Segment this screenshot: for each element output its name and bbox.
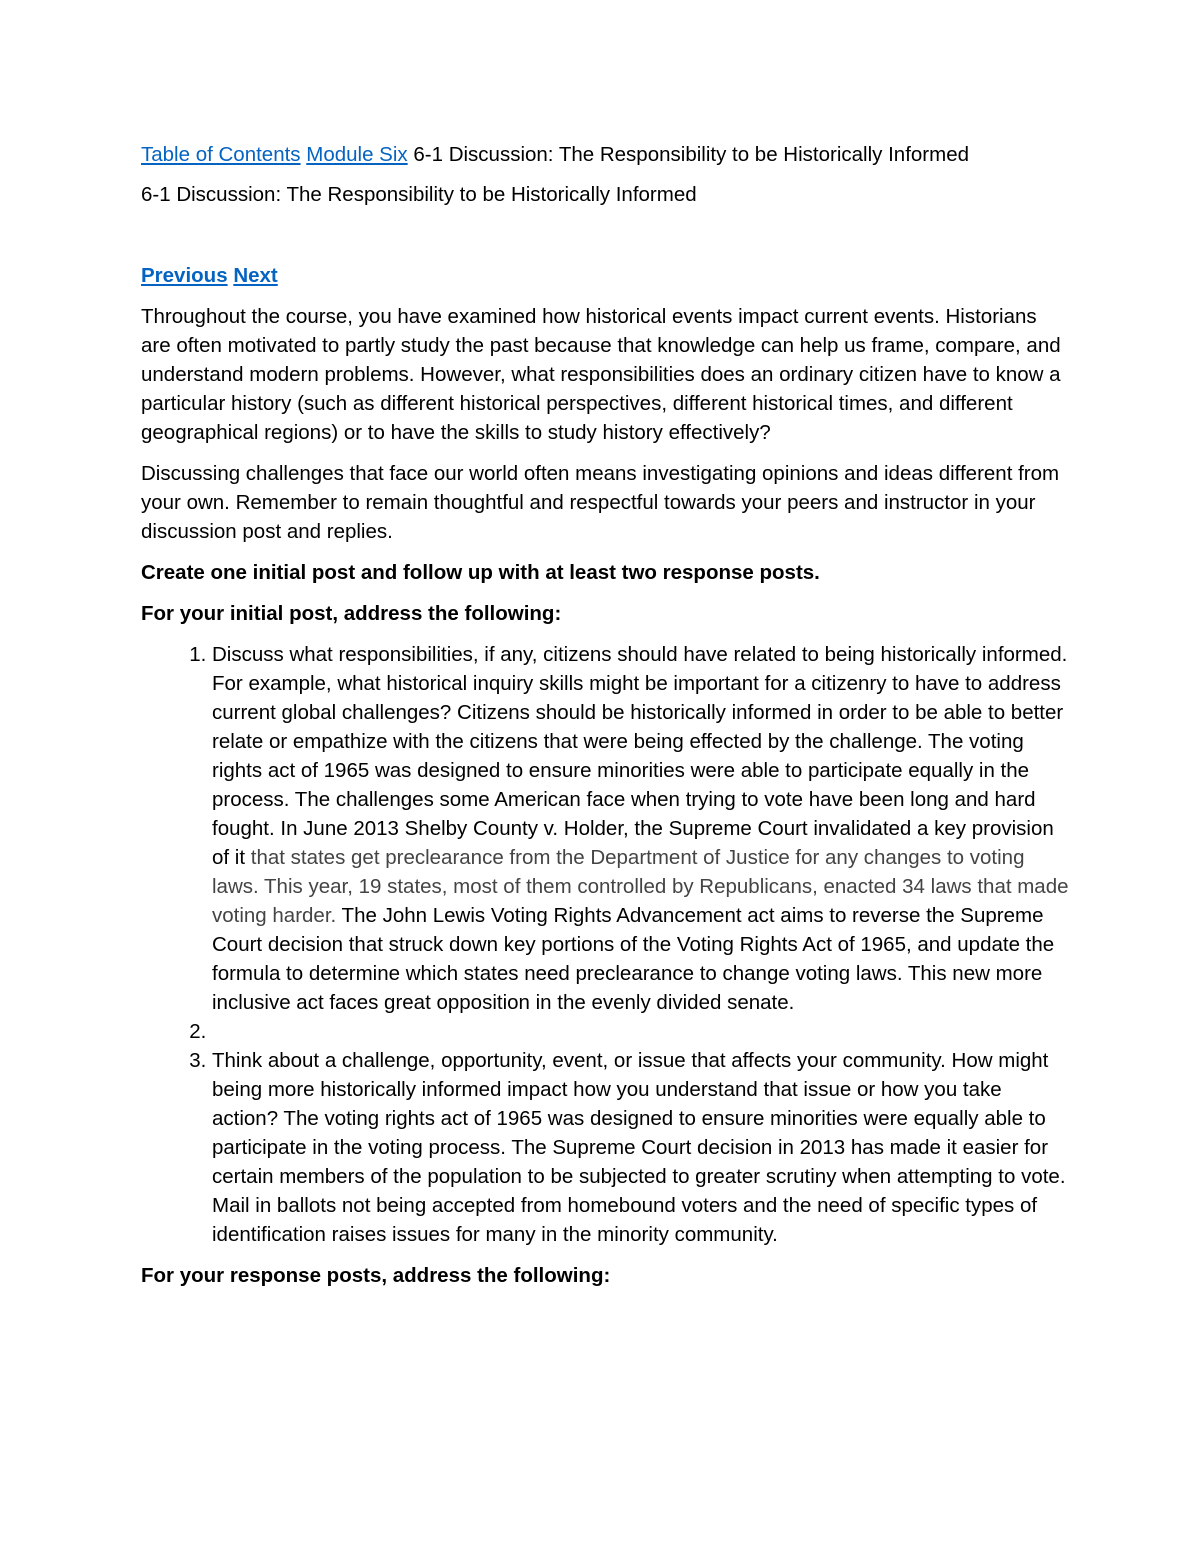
initial-post-heading: For your initial post, address the following: xyxy=(141,602,562,625)
intro-paragraph: Throughout the course, you have examined how historical events impact current events. Historians are often motivated to partly study the past because that knowledge can help us frame, compare, and understand modern problems. However, what responsibilities does an ordinary citizen have to know a particular history (such as different historical perspectives, different historical times, and different geographical regions) or to have the skills to study history effectively? xyxy=(141,305,1061,444)
respect-paragraph: Discussing challenges that face our world often means investigating opinions and ideas different from your own. Remember to remain thoughtful and respectful towards your peers and instructor in your discussion post and replies. xyxy=(141,462,1060,543)
question-3-text: Think about a challenge, opportunity, event, or issue that affects your community. How might being more historically informed impact how you understand that issue or how you take action? The voting rights act of 1965 was designed to ensure minorities were equally able to participate in the voting process. The Supreme Court decision in 2013 has made it easier for certain members of the population to be subjected to greater scrutiny when attempting to vote. Mail in ballots not being accepted from homebound voters and the need of specific types of identification raises issues for many in the minority community. xyxy=(212,1049,1066,1246)
breadcrumb-current: 6-1 Discussion: The Responsibility to be Historically Informed xyxy=(407,143,969,166)
create-instruction: Create one initial post and follow up with at least two response posts. xyxy=(141,561,820,584)
question-1-continuation: The John Lewis Voting Rights Advancement act aims to reverse the Supreme Court decision that struck down key portions of the Voting Rights Act of 1965, and update the formula to determine which states need preclearance to change voting laws. This new more inclusive act faces great opposition in the evenly divided senate. xyxy=(212,904,1055,1014)
previous-link[interactable]: Previous xyxy=(141,264,228,287)
question-list xyxy=(141,640,1071,1249)
question-1-text: Discuss what responsibilities, if any, citizens should have related to being historically informed. For example, what historical inquiry skills might be important for a citizenry to have to address current global challenges? Citizens should be historically informed in order to be able to better relate or empathize with the citizens that were being effected by the challenge. The voting rights act of 1965 was designed to ensure minorities were able to participate equally in the process. The challenges some American face when trying to vote have been long and hard fought. In June 2013 Shelby County v. Holder, the Supreme Court invalidated a key provision of it xyxy=(212,643,1068,869)
next-link[interactable]: Next xyxy=(233,264,278,287)
table-of-contents-link[interactable]: Table of Contents xyxy=(141,143,301,166)
response-posts-heading: For your response posts, address the following: xyxy=(141,1264,611,1287)
question-1-quote: that states get preclearance from the Department of Justice for any changes to voting laws. This year, 19 states, most of them controlled by Republicans, enacted 34 laws that made voting harder. xyxy=(212,846,1069,927)
breadcrumb xyxy=(141,140,1071,169)
question-item-1 xyxy=(212,640,1071,1017)
page-navigation xyxy=(141,261,1071,290)
question-item-2 xyxy=(212,1017,1071,1046)
question-item-3 xyxy=(212,1046,1071,1249)
module-six-link[interactable]: Module Six xyxy=(306,143,408,166)
page-title: 6-1 Discussion: The Responsibility to be Historically Informed xyxy=(141,183,697,206)
document-page xyxy=(141,140,1071,1302)
